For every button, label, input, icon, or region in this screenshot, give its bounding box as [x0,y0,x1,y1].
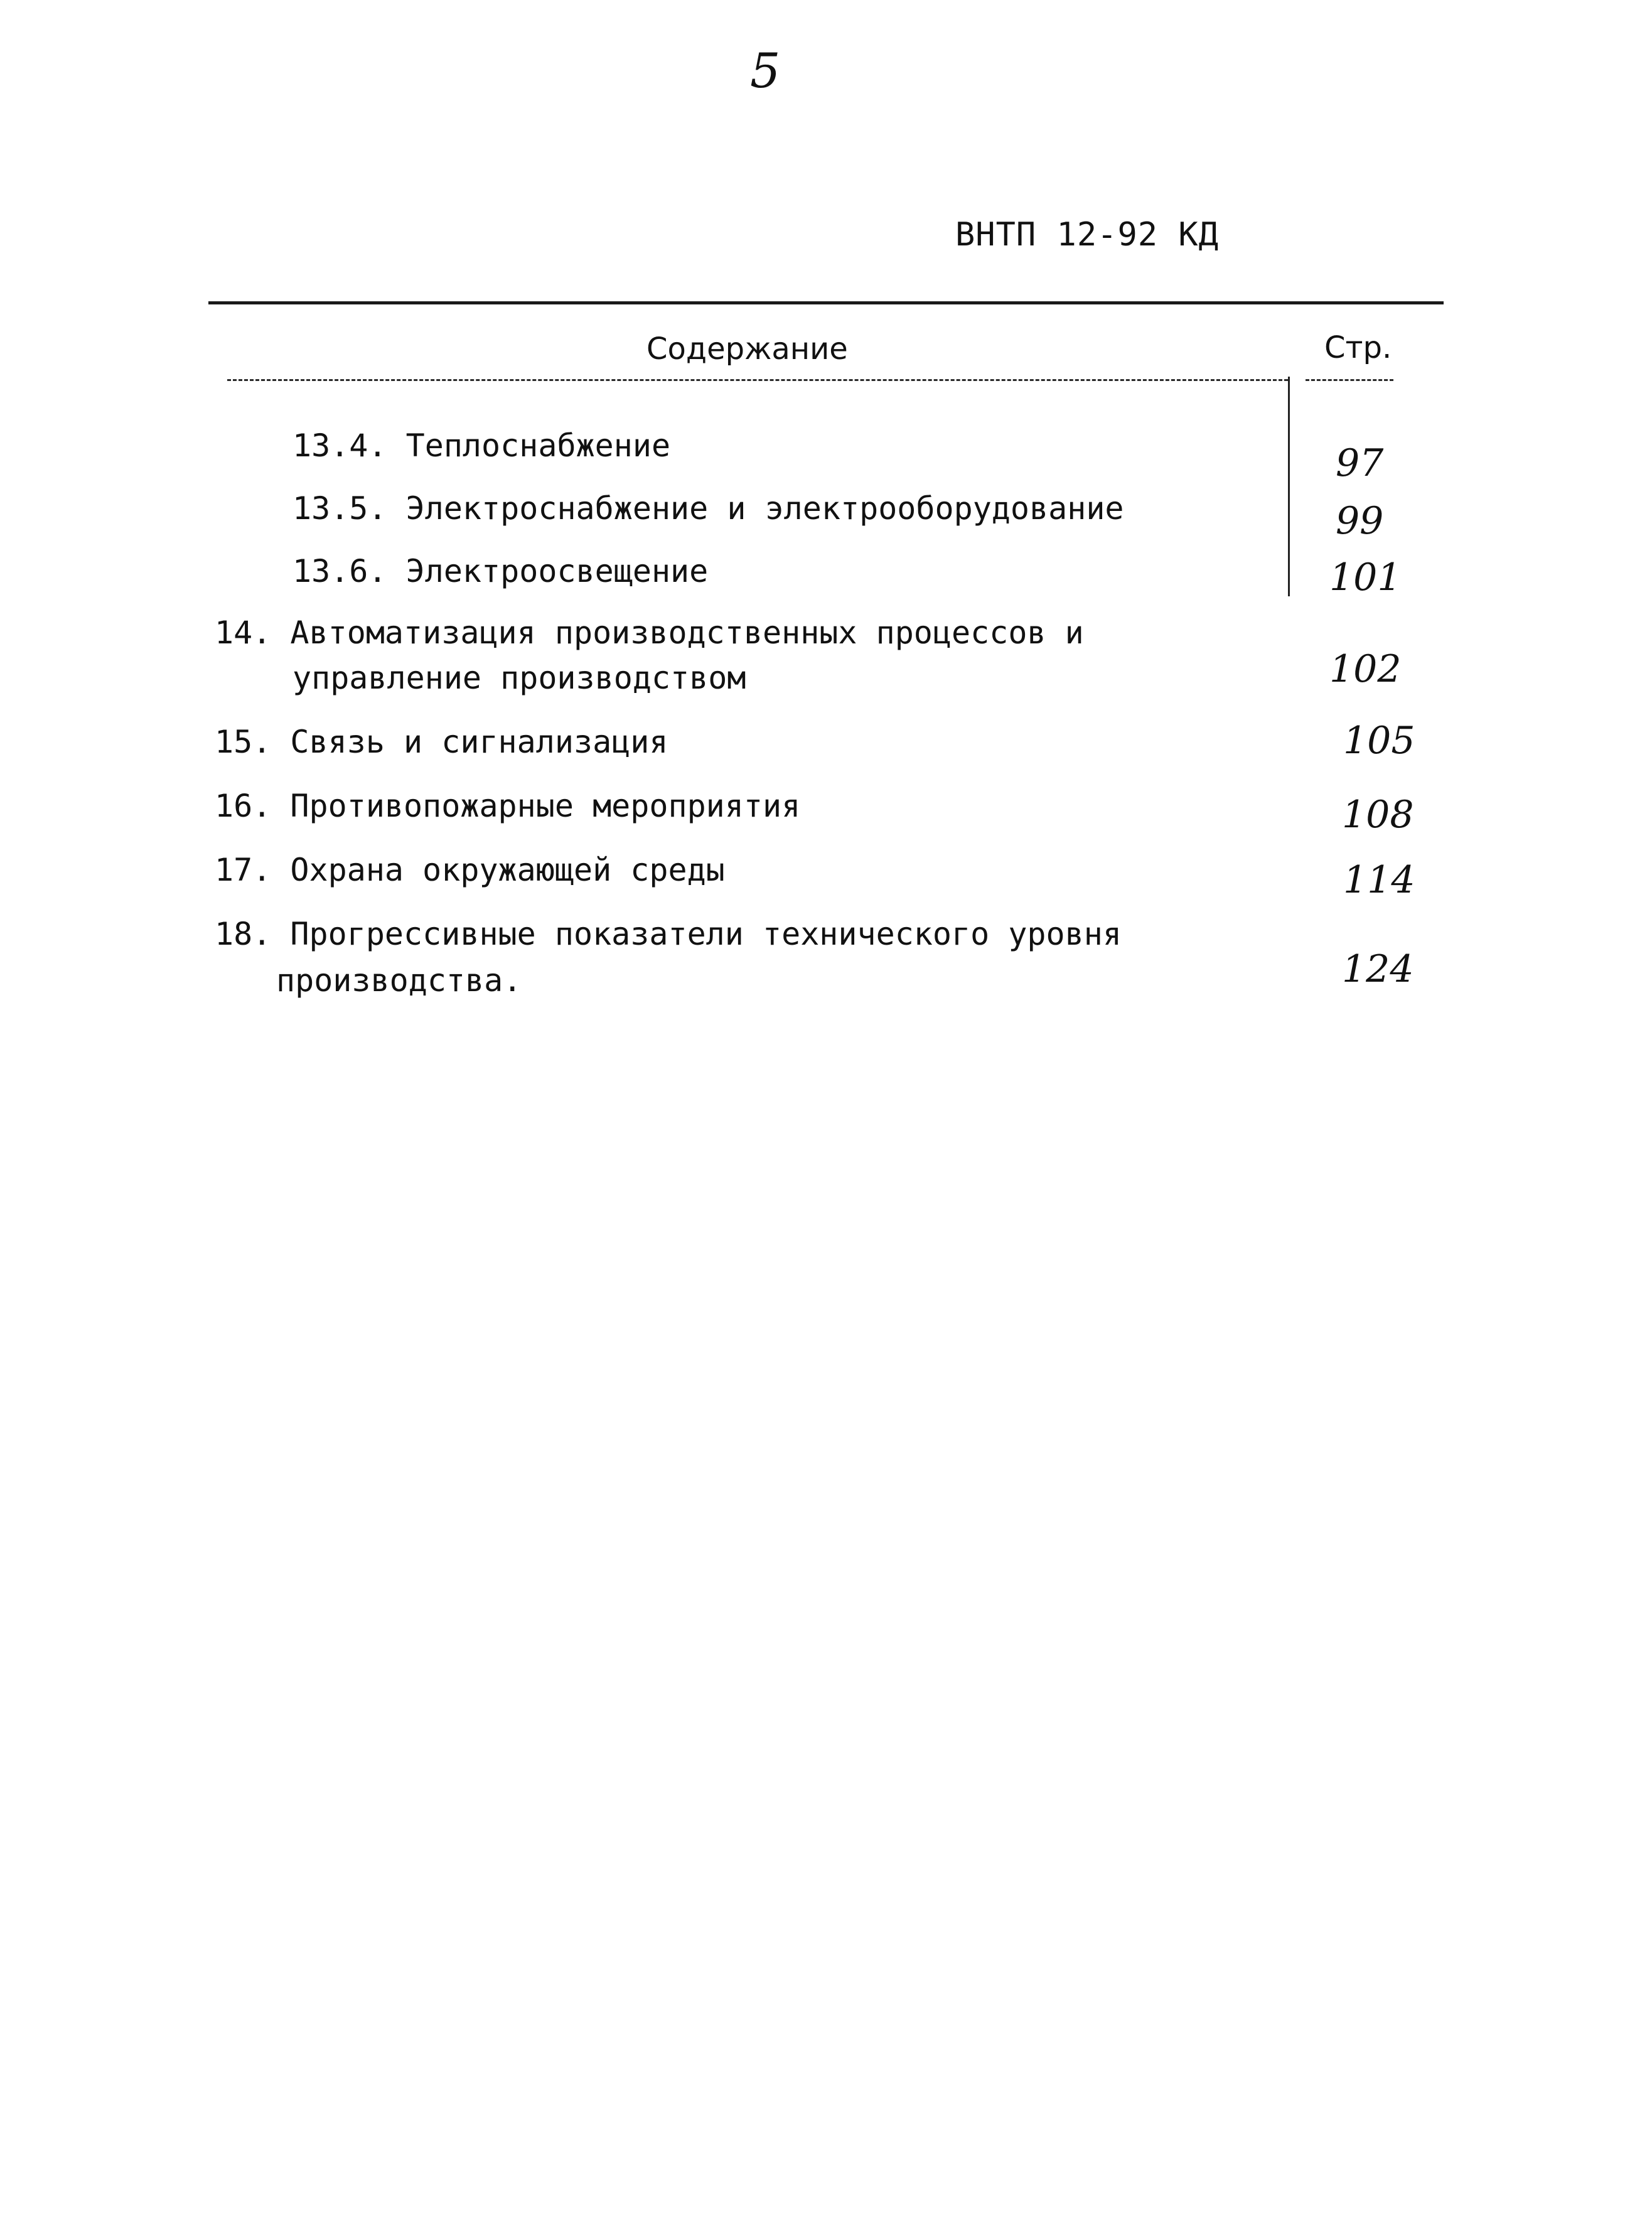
toc-entry-title: Электроосвещение [405,553,709,589]
toc-entry-page: 102 [1329,647,1402,691]
toc-entry-number: 13.5. [292,490,387,527]
toc-entry-page: 97 [1336,441,1384,485]
toc-entry-number: 15. [215,724,272,760]
toc-entry-number: 16. [215,788,272,824]
header-rule [227,379,1288,381]
toc-entry [215,719,668,765]
toc-entry [215,911,1122,957]
toc-entry-number: 18. [215,916,272,952]
toc-entry-continuation: управление производством [292,660,746,696]
toc-entry-continuation: производства. [276,962,522,999]
toc-entry-number: 17. [215,852,272,888]
top-rule [208,301,1444,304]
toc-header-page: Стр. [1324,330,1392,365]
toc-entry-title: Теплоснабжение [405,427,671,464]
toc-entry-page: 99 [1336,499,1384,543]
toc-entry-number: 13.6. [292,553,387,589]
toc-entry [292,549,708,594]
toc-entry-page: 105 [1343,719,1415,763]
toc-entry-page: 124 [1342,947,1414,991]
toc-entry [215,847,725,893]
toc-entry-title: Связь и сигнализация [290,724,668,760]
toc-entry-title: Противопожарные мероприятия [290,788,801,824]
page-number: 5 [750,43,781,99]
toc-entry [215,610,1084,655]
toc-entry-title: Прогрессивные показатели технического уровня [290,916,1122,952]
toc-entry-number: 14. [215,615,272,651]
toc-entry [292,486,1124,531]
toc-entry-page: 108 [1342,793,1414,837]
header-rule-right [1306,379,1393,381]
toc-entry-page: 101 [1329,556,1402,599]
toc-entry [215,783,800,829]
toc-entry [292,423,670,468]
toc-entry-title: Автоматизация производственных процессов и [290,615,1084,651]
toc-entry-page: 114 [1343,858,1415,902]
column-divider [1288,377,1290,596]
toc-entry-title: Электроснабжение и электрооборудование [405,490,1124,527]
toc-entry-title: Охрана окружающей среды [290,852,725,888]
document-code: ВНТП 12-92 КД [955,216,1219,254]
toc-entry-number: 13.4. [292,427,387,464]
toc-header-title: Содержание [646,331,848,367]
